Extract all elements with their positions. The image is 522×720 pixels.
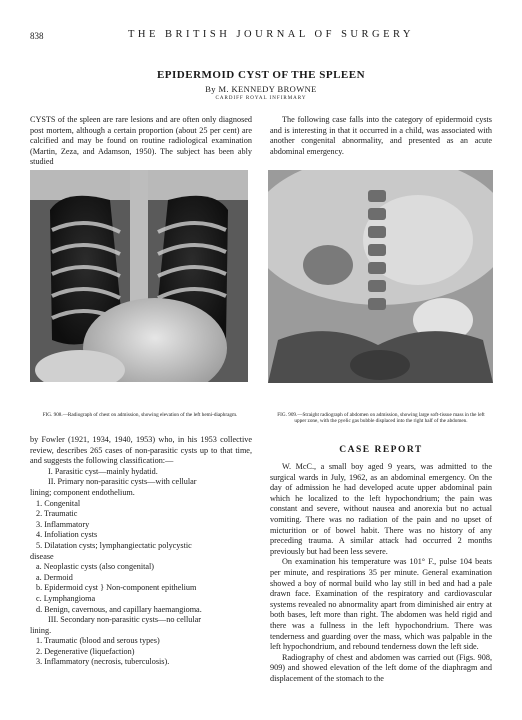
figure-909-caption: FIG. 909.—Straight radiograph of abdomen on admission, showing large soft-tissue mass in the left upper zone, with the pyelic gas bubble displaced into the right half of the abdomen. xyxy=(277,412,485,425)
classification-item: 3. Inflammatory xyxy=(36,519,90,529)
article-author: By M. KENNEDY BROWNE xyxy=(205,84,317,94)
case-paragraph-1: W. McC., a small boy aged 9 years, was admitted to the surgical wards in July, 1962, as an abdominal emergency. On the day of admission he had developed acute upper abdominal pain which he localized to the left hypochondrium; the pain was constant and severe, without nausea and anorexia but no actual vomiting. There was no radiation of the pain and no upset of micturition or of bowel habit. There was no history of any preceding trauma. A similar attack had occurred 2 months previously but had been less severe. xyxy=(270,462,492,556)
classification-item: b. Epidermoid cyst } Non-component epithelium xyxy=(36,583,197,593)
classification-item: I. Parasitic cyst—mainly hydatid. xyxy=(48,466,158,476)
classification-item: a. Neoplastic cysts (also congenital) xyxy=(36,562,154,572)
classification-item: lining; component endothelium. xyxy=(30,487,135,497)
case-paragraph-3: Radiography of chest and abdomen was carried out (Figs. 908, 909) and showed elevation of the left dome of the diaphragm and displacement of the stomach to the xyxy=(270,652,492,683)
abdominal-radiograph-figure xyxy=(268,170,493,383)
classification-item: 2. Traumatic xyxy=(36,509,78,519)
journal-title: THE BRITISH JOURNAL OF SURGERY xyxy=(127,29,415,40)
classification-item: a. Dermoid xyxy=(36,572,73,582)
abdominal-radiograph-image xyxy=(268,170,493,383)
review-paragraph: by Fowler (1921, 1934, 1940, 1953) who, in his 1953 collective review, describes 265 cases of non-parasitic cysts up to that time, and suggests the following classification:— xyxy=(30,435,252,466)
chest-radiograph-figure xyxy=(30,170,248,382)
classification-list xyxy=(30,467,252,668)
intro-left-column xyxy=(30,115,252,168)
page-number: 838 xyxy=(30,31,44,41)
classification-item: 2. Degenerative (liquefaction) xyxy=(36,646,135,656)
classification-item: 5. Dilatation cysts; lymphangiectatic polycystic xyxy=(36,540,192,550)
case-report-heading: CASE REPORT xyxy=(339,445,423,455)
classification-item: lining. xyxy=(30,625,52,635)
classification-item: c. Lymphangioma xyxy=(36,593,96,603)
case-report-column xyxy=(270,462,492,684)
classification-item: III. Secondary non-parasitic cysts—no cellular xyxy=(48,615,202,625)
chest-radiograph-image xyxy=(30,170,248,382)
classification-item: 4. Infoliation cysts xyxy=(36,530,98,540)
classification-item: 3. Inflammatory (necrosis, tuberculosis). xyxy=(36,657,170,667)
article-title: EPIDERMOID CYST OF THE SPLEEN xyxy=(156,69,366,81)
classification-item: disease xyxy=(30,551,54,561)
classification-item: II. Primary non-parasitic cysts—with cellular xyxy=(48,477,197,487)
classification-item: d. Benign, cavernous, and capillary haemangioma. xyxy=(36,604,202,614)
classification-item: 1. Congenital xyxy=(36,498,81,508)
intro-right-column xyxy=(270,115,492,157)
case-paragraph-2: On examination his temperature was 101° F., pulse 104 beats per minute, and respirations 35 per minute. General examination showed a boy of normal build who lay still in bed and had a pale drawn face. Examination of the respiratory and cardiovascular systems revealed no abnormality apart from diminished air entry at both bases, left more than right. The abdomen was held rigid and there was a fullness in the left hypochondrium. There was tenderness and guarding over the mass, which was palpable in the left hypochondrium, and rebound tenderness down the left side. xyxy=(270,557,492,652)
article-affiliation: CARDIFF ROYAL INFIRMARY xyxy=(215,96,307,101)
intro-right-paragraph: The following case falls into the category of epidermoid cysts and is interesting in that it occurred in a child, was associated with another congenital abnormality, and presented as an acute abdominal emergency. xyxy=(270,115,492,156)
figure-908-caption: FIG. 908.—Radiograph of chest on admission, showing elevation of the left hemi-diaphragm. xyxy=(42,412,238,418)
classification-item: 1. Traumatic (blood and serous types) xyxy=(36,636,160,646)
lower-left-column xyxy=(30,435,252,668)
intro-left-paragraph: CYSTS of the spleen are rare lesions and are often only diagnosed post mortem, although a certain proportion (about 25 per cent) are calcified and may be found on routine radiological examination (Martin, Zeza, and Adamson, 1950). The subject has been ably studied xyxy=(30,115,252,167)
